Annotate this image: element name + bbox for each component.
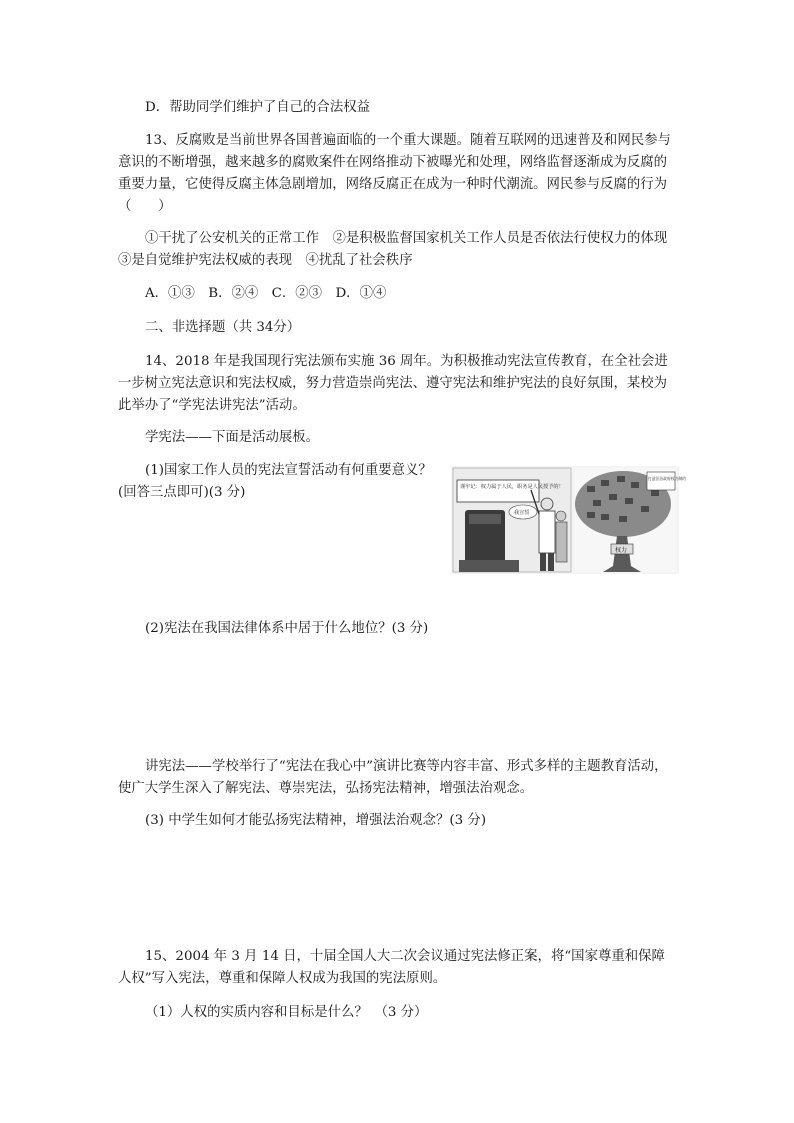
constitution-oath-cartoon — [451, 466, 686, 574]
q13-stem: 13、反腐败是当前世界各国普遍面临的一个重大课题。随着互联网的迅速普及和网民参与意识的不断增强，越来越多的腐败案件在网络推动下被曝光和处理，网络监督逐渐成为反腐的重要力量，它使得反腐主体急剧增加，网络反腐正在成为一种时代潮流。网民参与反腐的行为（ ） — [118, 133, 671, 214]
official-head — [541, 498, 553, 510]
q13-options: A．①③ B．②④ C．②③ D．①④ — [145, 286, 387, 301]
official-body — [539, 511, 555, 553]
q14-sub2-question: (2)宪法在我国法律体系中居于什么地位？(3 分) — [145, 621, 429, 636]
person-bubble-text: 我宣誓 — [514, 510, 530, 516]
trunk-label: 权力 — [615, 547, 628, 554]
q12-option-d: D．帮助同学们维护了自己的合法权益 — [145, 100, 370, 115]
q15-sub1-question: （1）人权的实质内容和目标是什么？ （3 分） — [145, 1005, 428, 1020]
tree-sign — [647, 472, 675, 490]
q15-stem: 15、2004 年 3 月 14 日，十届全国人大二次会议通过宪法修正案，将“国家尊重和保障人权”写入宪法，尊重和保障人权成为我国的宪法原则。 — [118, 949, 665, 986]
speech-bubble-text: 谨牢记：权力属于人民，职务是人民授予的！ — [460, 484, 564, 490]
podium — [459, 560, 519, 572]
q14-sub3-question: (3) 中学生如何才能弘扬宪法精神，增强法治观念？(3 分) — [145, 813, 487, 828]
oath-panel — [453, 468, 571, 572]
q14-stem: 14、2018 年是我国现行宪法颁布实施 36 周年。为积极推动宪法宣传教育，在全社会进一步树立宪法意识和宪法权威，努力营造崇尚宪法、遵守宪法和维护宪法的良好氛围，某校为此举办了“学宪法讲宪法”活动。 — [118, 354, 668, 413]
q14-sub1-note: (回答三点即可)(3 分) — [118, 485, 246, 500]
power-tree-panel — [575, 468, 686, 572]
section-heading: 二、非选择题（共 34分） — [145, 320, 301, 335]
q14-sub1-question: (1)国家工作人员的宪法宣誓活动有何重要意义？ — [145, 463, 432, 478]
q13-statements: ①干扰了公安机关的正常工作 ②是积极监督国家机关工作人员是否依法行使权力的体现 ③是自觉维护宪法权威的表现 ④扰乱了社会秩序 — [118, 231, 681, 268]
q14-learn-intro: 学宪法——下面是活动展板。 — [145, 430, 320, 445]
tree-sign-text: 打造法治政府权力制约 — [648, 476, 686, 481]
q14-speak-intro: 讲宪法——学校举行了“宪法在我心中”演讲比赛等内容丰富、形式多样的主题教育活动，使广大学生深入了解宪法、尊崇宪法，弘扬宪法精神，增强法治观念。 — [118, 759, 668, 796]
